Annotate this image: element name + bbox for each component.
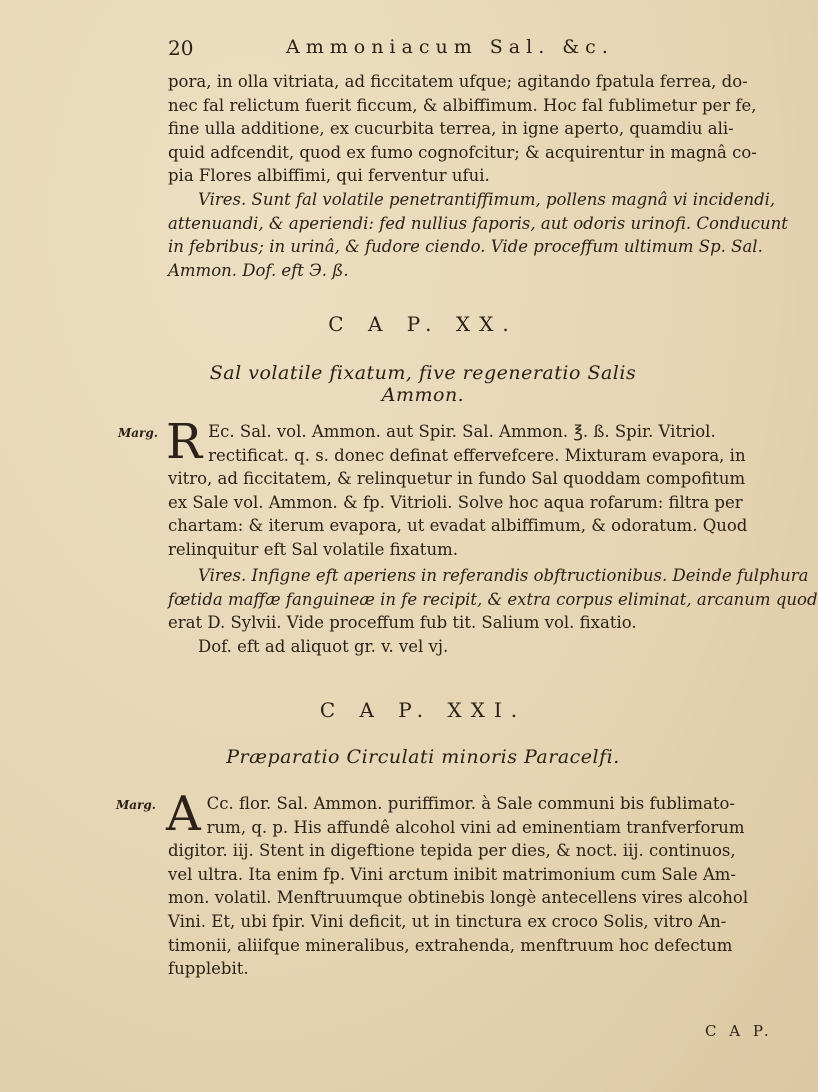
text-line: rum, q. p. His affundê alcohol vini ad eminentiam tranfverforum <box>206 817 745 837</box>
page-header <box>138 36 698 64</box>
text-line: attenuandi, & aperiendi: fed nullius faporis, aut odoris urinofi. Conducunt <box>168 213 788 233</box>
text-line: erat D. Sylvii. Vide proceffum fub tit. Salium vol. fixatio. <box>168 613 637 633</box>
intro-paragraph <box>168 70 757 188</box>
cap20-paragraph <box>166 414 748 562</box>
text-line: Ammon. Dof. eft Э. ß. <box>168 260 349 280</box>
text-line: fine ulla additione, ex cucurbita terrea, in igne aperto, quamdiu ali- <box>168 119 734 139</box>
catchword: C A P. <box>705 1022 773 1040</box>
cap21-paragraph <box>166 786 749 981</box>
text-line: Dof. eft ad aliquot gr. v. vel vj. <box>198 636 449 656</box>
vires-paragraph <box>168 188 788 282</box>
chapter-title-21: Præparatio Circulati minoris Paracelfi. <box>226 746 620 768</box>
text-line: vitro, ad ficcitatem, & relinquetur in fundo Sal quoddam compofitum <box>168 469 746 489</box>
text-line: rectificat. q. s. donec definat effervefcere. Mixturam evapora, in <box>208 445 746 465</box>
drop-capital: R <box>166 414 203 470</box>
text-line: in febribus; in urinâ, & fudore ciendo. Vide proceffum ultimum Sp. Sal. <box>168 237 763 257</box>
page-number: 20 <box>168 36 194 60</box>
chapter-heading-20: C A P. XX. <box>328 312 518 336</box>
text-line: Vires. Sunt fal volatile penetrantiffimum, pollens magnâ vi incidendi, <box>198 190 776 209</box>
text-line: quid adfcendit, quod ex fumo cognofcitur; & acquirentur in magnâ co- <box>168 142 757 162</box>
margin-note: Marg. <box>116 798 156 812</box>
text-line: timonii, aliifque mineralibus, extrahenda, menftruum hoc defectum <box>168 935 733 955</box>
text-line: Vires. Infigne eft aperiens in referandis obftructionibus. Deinde fulphura <box>198 566 809 585</box>
text-line: pia Flores albiffimi, qui ferventur ufui. <box>168 166 490 186</box>
text-line: fœtida maffæ fanguineæ in fe recipit, & extra corpus eliminat, arcanum quod <box>168 589 818 609</box>
chapter-title-20: Sal volatile fixatum, five regeneratio Salis Ammon. <box>209 362 637 406</box>
cap20-vires <box>168 564 818 658</box>
text-line: nec fal relictum fuerit ficcum, & albiffimum. Hoc fal fublimetur per fe, <box>168 95 757 115</box>
text-line: relinquitur eft Sal volatile fixatum. <box>168 539 458 559</box>
text-line: digitor. iij. Stent in digeftione tepida per dies, & noct. iij. continuos, <box>168 841 736 861</box>
drop-capital: A <box>166 786 201 842</box>
text-line: mon. volatil. Menftruumque obtinebis longè antecellens vires alcohol <box>168 888 749 908</box>
text-line: ex Sale vol. Ammon. & fp. Vitrioli. Solve hoc aqua rofarum: filtra per <box>168 492 743 512</box>
text-line: pora, in olla vitriata, ad ficcitatem ufque; agitando fpatula ferrea, do- <box>168 72 748 91</box>
text-line: Vini. Et, ubi fpir. Vini deficit, ut in tinctura ex croco Solis, vitro An- <box>168 911 727 931</box>
text-line: Ec. Sal. vol. Ammon. aut Spir. Sal. Ammon. ℥. ß. Spir. Vitriol. <box>208 422 716 441</box>
text-line: Cc. flor. Sal. Ammon. puriffimor. à Sale communi bis fublimato- <box>206 794 735 813</box>
running-title: Ammoniacum Sal. &c. <box>286 36 614 58</box>
text-line: fupplebit. <box>168 959 249 979</box>
text-line: vel ultra. Ita enim fp. Vini arctum inibit matrimonium cum Sale Am- <box>168 864 736 884</box>
chapter-heading-21: C A P. XXI. <box>319 698 527 722</box>
text-line: chartam: & iterum evapora, ut evadat albiffimum, & odoratum. Quod <box>168 516 748 536</box>
margin-note: Marg. <box>118 426 158 440</box>
